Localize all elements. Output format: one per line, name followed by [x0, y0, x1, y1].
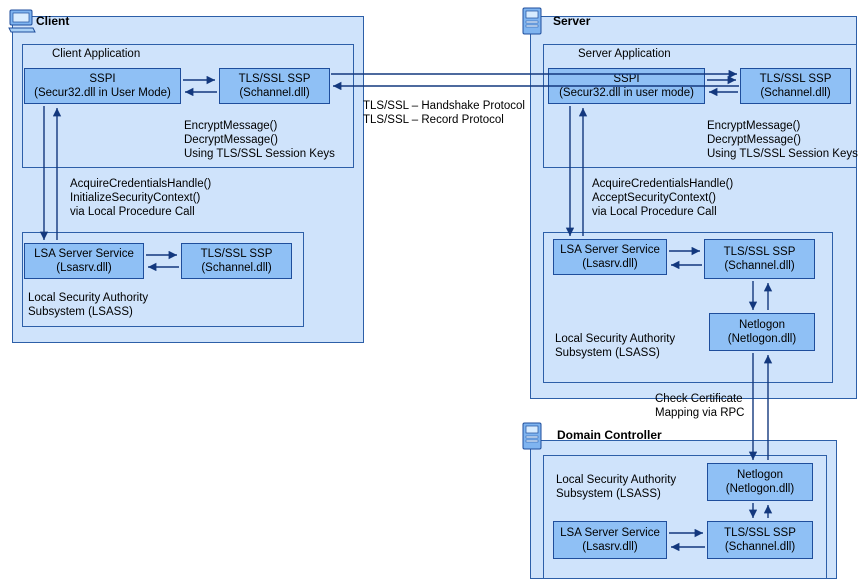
client-ssp-box [219, 68, 330, 104]
client-mid-note-1: AcquireCredentialsHandle() [70, 178, 212, 190]
server-sspi-line2: (Secur32.dll in user mode) [559, 87, 694, 99]
dc-netlogon-line2: (Netlogon.dll) [725, 483, 795, 495]
client-lsa-service-line1: LSA Server Service [34, 248, 134, 260]
client-lsa-ssp-line1: TLS/SSL SSP [200, 248, 273, 260]
dc-lsa-ssp-line1: TLS/SSL SSP [724, 527, 796, 539]
client-server-link-label [363, 99, 525, 127]
dc-lsass-label-2: Subsystem (LSASS) [556, 488, 661, 500]
client-lsa-ssp-line2: (Schannel.dll) [201, 262, 272, 274]
server-lsa-service-line2: (Lsasrv.dll) [582, 258, 638, 270]
client-lsass-label [28, 291, 148, 319]
client-app-notes [184, 119, 335, 161]
client-mid-note-3: via Local Procedure Call [70, 206, 195, 218]
server-lsa-ssp-line1: TLS/SSL SSP [723, 246, 796, 258]
client-title: Client [36, 14, 70, 28]
server-mid-note-3: via Local Procedure Call [592, 206, 717, 218]
client-app-note-2: DecryptMessage() [184, 134, 278, 146]
dc-lsa-service-line2: (Lsasrv.dll) [582, 541, 638, 553]
domain-controller-lsa-server-service-box [553, 521, 667, 559]
client-lsass-label-2: Subsystem (LSASS) [28, 306, 133, 318]
client-app-note-1: EncryptMessage() [184, 120, 278, 132]
server-lsa-service-line1: LSA Server Service [560, 244, 660, 256]
server-netlogon-line1: Netlogon [738, 319, 786, 331]
server-ssp-box [740, 68, 851, 104]
client-sspi-line2: (Secur32.dll in User Mode) [34, 87, 171, 99]
client-server-link-label-1: TLS/SSL – Handshake Protocol [363, 100, 525, 112]
server-lsa-server-service-box [553, 239, 667, 275]
client-app-note-3: Using TLS/SSL Session Keys [184, 148, 335, 160]
server-lsass-label-2: Subsystem (LSASS) [555, 347, 660, 359]
client-lsa-server-service-box [24, 243, 144, 279]
client-sspi-line1: SSPI [89, 73, 116, 85]
client-ssp-line1: TLS/SSL SSP [238, 73, 311, 85]
server-netlogon-line2: (Netlogon.dll) [727, 333, 797, 345]
client-lsass-label-1: Local Security Authority [28, 292, 149, 304]
server-mid-note-2: AcceptSecurityContext() [592, 192, 716, 204]
server-lsa-ssp-line2: (Schannel.dll) [724, 260, 795, 272]
server-title: Server [553, 14, 591, 28]
dc-lsa-service-line1: LSA Server Service [560, 527, 660, 539]
domain-controller-title: Domain Controller [557, 428, 662, 442]
server-lsa-ssp-box [704, 239, 815, 279]
server-app-note-2: DecryptMessage() [707, 134, 801, 146]
server-netlogon-box [709, 313, 815, 351]
client-mid-notes [70, 177, 211, 219]
domain-controller-computer-icon [520, 421, 550, 451]
client-lsa-ssp-box [181, 243, 292, 279]
client-computer-icon [8, 8, 38, 34]
server-sspi-box [548, 68, 705, 104]
dc-lsass-label-1: Local Security Authority [556, 474, 677, 486]
server-sspi-line1: SSPI [613, 73, 640, 85]
server-mid-note-1: AcquireCredentialsHandle() [592, 178, 734, 190]
client-server-link-label-2: TLS/SSL – Record Protocol [363, 114, 504, 126]
domain-controller-lsass-label [556, 473, 676, 501]
server-dc-link-label-2: Mapping via RPC [655, 407, 745, 419]
server-app-note-3: Using TLS/SSL Session Keys [707, 148, 858, 160]
server-dc-link-label [655, 392, 744, 420]
server-lsass-label-1: Local Security Authority [555, 333, 676, 345]
dc-netlogon-line1: Netlogon [736, 469, 784, 481]
server-ssp-line1: TLS/SSL SSP [759, 73, 832, 85]
client-lsa-service-line2: (Lsasrv.dll) [56, 262, 112, 274]
server-mid-notes [592, 177, 733, 219]
server-application-title: Server Application [578, 48, 671, 60]
client-mid-note-2: InitializeSecurityContext() [70, 192, 201, 204]
server-computer-icon [520, 6, 550, 36]
domain-controller-lsa-ssp-box [707, 521, 813, 559]
client-ssp-line2: (Schannel.dll) [239, 87, 310, 99]
client-sspi-box [24, 68, 181, 104]
client-application-title: Client Application [52, 48, 141, 60]
server-dc-link-label-1: Check Certificate [655, 393, 743, 405]
server-lsass-label [555, 332, 675, 360]
dc-lsa-ssp-line2: (Schannel.dll) [724, 541, 796, 553]
server-ssp-line2: (Schannel.dll) [760, 87, 831, 99]
server-app-notes [707, 119, 858, 161]
server-app-note-1: EncryptMessage() [707, 120, 801, 132]
domain-controller-netlogon-box [707, 463, 813, 501]
